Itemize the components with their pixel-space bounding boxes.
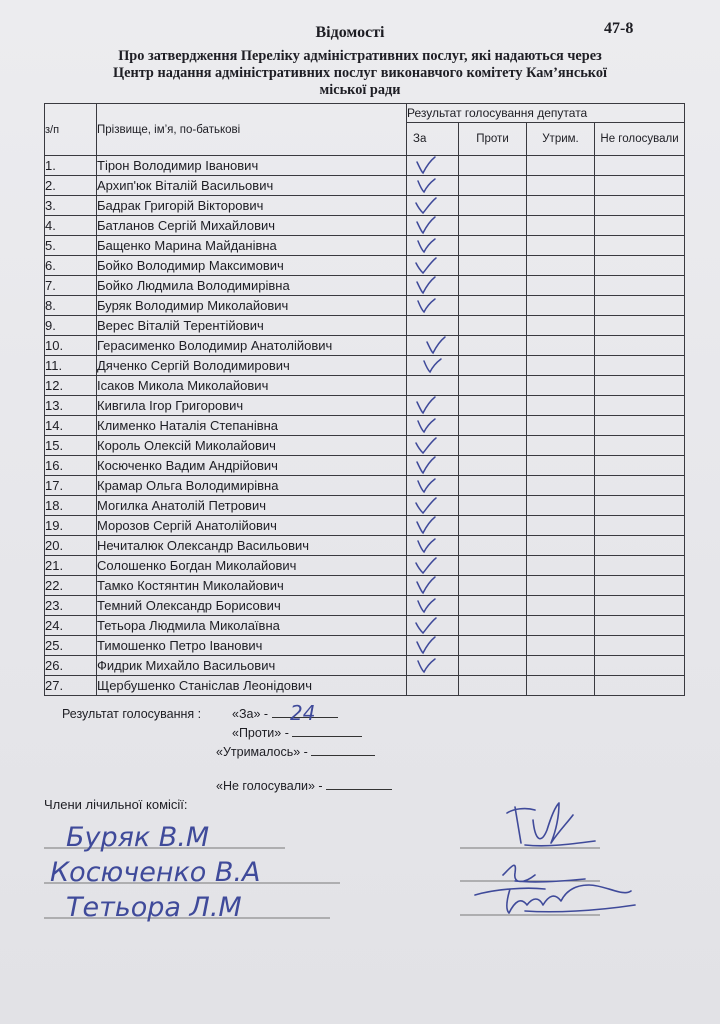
vote-cell-utrym — [527, 256, 595, 276]
vote-cell-utrym — [527, 336, 595, 356]
title-block — [40, 24, 680, 99]
row-number: 14. — [45, 416, 97, 436]
vote-cell-ne-holosuvaly — [595, 516, 685, 536]
vote-cell-za — [407, 576, 459, 596]
row-number: 17. — [45, 476, 97, 496]
row-number: 2. — [45, 176, 97, 196]
checkmark-icon — [413, 614, 437, 636]
vote-cell-za — [407, 256, 459, 276]
row-number: 16. — [45, 456, 97, 476]
vote-cell-utrym — [527, 376, 595, 396]
vote-cell-proty — [459, 496, 527, 516]
deputy-name: Тамко Костянтин Миколайович — [97, 576, 407, 596]
vote-cell-proty — [459, 656, 527, 676]
utrymalos-label: «Утрималось» - — [216, 745, 308, 759]
deputy-name: Тетьора Людмила Миколаївна — [97, 616, 407, 636]
deputy-name: Бойко Володимир Максимович — [97, 256, 407, 276]
commission-member-name: Буряк В.М — [66, 822, 210, 853]
table-row — [45, 416, 685, 436]
checkmark-icon — [413, 174, 437, 196]
vote-cell-za — [407, 316, 459, 336]
vote-cell-ne-holosuvaly — [595, 676, 685, 696]
header-col-proty: Проти — [459, 123, 527, 156]
vote-cell-proty — [459, 476, 527, 496]
table-row — [45, 156, 685, 176]
deputy-name: Косюченко Вадим Андрійович — [97, 456, 407, 476]
commission-label: Члени лічильної комісії: — [44, 797, 188, 812]
table-row — [45, 396, 685, 416]
vote-cell-za — [407, 516, 459, 536]
vote-cell-ne-holosuvaly — [595, 196, 685, 216]
table-row — [45, 616, 685, 636]
row-number: 12. — [45, 376, 97, 396]
vote-cell-za — [407, 656, 459, 676]
header-col-ne-holosuvaly: Не голосували — [595, 123, 685, 156]
vote-cell-proty — [459, 676, 527, 696]
commission-handwritten-names — [40, 812, 370, 942]
vote-cell-ne-holosuvaly — [595, 256, 685, 276]
vote-cell-utrym — [527, 636, 595, 656]
row-number: 6. — [45, 256, 97, 276]
signature-1 — [507, 803, 595, 846]
row-number: 5. — [45, 236, 97, 256]
za-label: «За» - — [232, 707, 269, 721]
checkmark-icon — [413, 654, 437, 676]
vote-cell-utrym — [527, 156, 595, 176]
utrymalos-blank — [311, 755, 375, 756]
deputy-name: Дяченко Сергій Володимирович — [97, 356, 407, 376]
commission-member-name: Косюченко В.А — [50, 857, 261, 888]
row-number: 1. — [45, 156, 97, 176]
vote-cell-za — [407, 676, 459, 696]
document-title: Відомості — [315, 24, 385, 41]
vote-cell-proty — [459, 556, 527, 576]
vote-cell-ne-holosuvaly — [595, 176, 685, 196]
header-col-utrym: Утрим. — [527, 123, 595, 156]
vote-cell-utrym — [527, 496, 595, 516]
subtitle-line: Центр надання адміністративних послуг виконавчого комітету Кам’янської — [113, 65, 607, 81]
row-number: 21. — [45, 556, 97, 576]
row-number: 4. — [45, 216, 97, 236]
vote-cell-za — [407, 336, 459, 356]
table-row — [45, 356, 685, 376]
row-number: 20. — [45, 536, 97, 556]
table-row — [45, 656, 685, 676]
vote-cell-utrym — [527, 576, 595, 596]
vote-cell-proty — [459, 196, 527, 216]
vote-cell-za — [407, 416, 459, 436]
row-number: 8. — [45, 296, 97, 316]
row-number: 3. — [45, 196, 97, 216]
header-result: Результат голосування депутата — [407, 104, 685, 123]
deputy-name: Архип'юк Віталій Васильович — [97, 176, 407, 196]
ne-holosuvaly-label: «Не голосували» - — [216, 779, 323, 793]
deputy-name: Темний Олександр Борисович — [97, 596, 407, 616]
document-subtitle — [40, 48, 680, 99]
header-col-za: За — [407, 123, 459, 156]
vote-cell-za — [407, 596, 459, 616]
vote-cell-ne-holosuvaly — [595, 236, 685, 256]
row-number: 27. — [45, 676, 97, 696]
table-row — [45, 576, 685, 596]
vote-cell-za — [407, 556, 459, 576]
vote-cell-za — [407, 156, 459, 176]
vote-cell-ne-holosuvaly — [595, 556, 685, 576]
deputy-name: Батланов Сергій Михайлович — [97, 216, 407, 236]
row-number: 10. — [45, 336, 97, 356]
vote-cell-ne-holosuvaly — [595, 436, 685, 456]
vote-cell-ne-holosuvaly — [595, 336, 685, 356]
vote-cell-ne-holosuvaly — [595, 476, 685, 496]
vote-cell-proty — [459, 316, 527, 336]
checkmark-icon — [419, 354, 443, 376]
vote-cell-utrym — [527, 296, 595, 316]
vote-cell-proty — [459, 276, 527, 296]
row-number: 15. — [45, 436, 97, 456]
deputy-name: Нечиталюк Олександр Васильович — [97, 536, 407, 556]
vote-cell-za — [407, 196, 459, 216]
table-row — [45, 456, 685, 476]
row-number: 9. — [45, 316, 97, 336]
za-handwritten-value — [288, 701, 332, 725]
header-num: з/п — [45, 104, 97, 156]
vote-cell-utrym — [527, 176, 595, 196]
row-number: 18. — [45, 496, 97, 516]
vote-cell-proty — [459, 616, 527, 636]
table-row — [45, 176, 685, 196]
row-number: 11. — [45, 356, 97, 376]
deputy-name: Ісаков Микола Миколайович — [97, 376, 407, 396]
vote-cell-utrym — [527, 536, 595, 556]
voting-table-body — [45, 156, 685, 696]
checkmark-icon — [413, 294, 437, 316]
deputy-name: Бадрак Григорій Вікторович — [97, 196, 407, 216]
vote-cell-proty — [459, 216, 527, 236]
checkmark-icon — [413, 594, 437, 616]
vote-cell-za — [407, 356, 459, 376]
vote-cell-ne-holosuvaly — [595, 596, 685, 616]
checkmark-icon — [413, 154, 437, 176]
deputy-name: Фидрик Михайло Васильович — [97, 656, 407, 676]
deputy-name: Герасименко Володимир Анатолійович — [97, 336, 407, 356]
vote-cell-za — [407, 296, 459, 316]
table-row — [45, 536, 685, 556]
table-row — [45, 276, 685, 296]
vote-cell-utrym — [527, 276, 595, 296]
vote-cell-utrym — [527, 596, 595, 616]
table-row — [45, 216, 685, 236]
vote-cell-utrym — [527, 236, 595, 256]
checkmark-icon — [413, 634, 437, 656]
row-number: 19. — [45, 516, 97, 536]
result-label: Результат голосування : — [62, 707, 202, 721]
row-number: 24. — [45, 616, 97, 636]
checkmark-icon — [413, 554, 437, 576]
checkmark-icon — [413, 534, 437, 556]
table-row — [45, 636, 685, 656]
vote-cell-utrym — [527, 676, 595, 696]
table-row — [45, 196, 685, 216]
vote-cell-ne-holosuvaly — [595, 496, 685, 516]
vote-cell-ne-holosuvaly — [595, 416, 685, 436]
signature-2 — [503, 865, 585, 881]
deputy-name: Крамар Ольга Володимирівна — [97, 476, 407, 496]
vote-cell-utrym — [527, 616, 595, 636]
row-number: 26. — [45, 656, 97, 676]
deputy-name: Бащенко Марина Майданівна — [97, 236, 407, 256]
vote-cell-proty — [459, 596, 527, 616]
table-row — [45, 376, 685, 396]
checkmark-icon — [413, 414, 437, 436]
deputy-name: Кивгила Ігор Григорович — [97, 396, 407, 416]
checkmark-icon — [413, 234, 437, 256]
commission-member-name: Тетьора Л.М — [66, 892, 242, 923]
deputy-name: Бойко Людмила Володимирівна — [97, 276, 407, 296]
vote-cell-ne-holosuvaly — [595, 276, 685, 296]
vote-cell-proty — [459, 156, 527, 176]
vote-cell-proty — [459, 456, 527, 476]
table-row — [45, 436, 685, 456]
checkmark-icon — [413, 274, 437, 296]
vote-cell-utrym — [527, 416, 595, 436]
vote-cell-proty — [459, 436, 527, 456]
vote-cell-ne-holosuvaly — [595, 356, 685, 376]
vote-cell-za — [407, 176, 459, 196]
deputy-name: Тимошенко Петро Іванович — [97, 636, 407, 656]
table-row — [45, 256, 685, 276]
vote-cell-ne-holosuvaly — [595, 296, 685, 316]
table-row — [45, 556, 685, 576]
signature-3 — [475, 885, 635, 913]
vote-cell-utrym — [527, 196, 595, 216]
vote-cell-za — [407, 536, 459, 556]
row-number: 25. — [45, 636, 97, 656]
vote-cell-ne-holosuvaly — [595, 536, 685, 556]
vote-cell-za — [407, 376, 459, 396]
vote-cell-ne-holosuvaly — [595, 636, 685, 656]
vote-cell-utrym — [527, 456, 595, 476]
vote-cell-proty — [459, 636, 527, 656]
vote-cell-ne-holosuvaly — [595, 156, 685, 176]
table-row — [45, 336, 685, 356]
table-row — [45, 316, 685, 336]
checkmark-icon — [413, 454, 437, 476]
vote-cell-ne-holosuvaly — [595, 216, 685, 236]
deputy-name: Морозов Сергій Анатолійович — [97, 516, 407, 536]
deputy-name: Король Олексій Миколайович — [97, 436, 407, 456]
vote-cell-proty — [459, 336, 527, 356]
subtitle-line: міської ради — [319, 82, 401, 98]
checkmark-icon — [423, 334, 447, 356]
vote-cell-utrym — [527, 396, 595, 416]
vote-cell-proty — [459, 396, 527, 416]
vote-cell-za — [407, 476, 459, 496]
vote-cell-utrym — [527, 436, 595, 456]
za-value-text: 24 — [290, 701, 316, 725]
table-row — [45, 516, 685, 536]
vote-cell-utrym — [527, 356, 595, 376]
vote-cell-proty — [459, 576, 527, 596]
vote-cell-proty — [459, 236, 527, 256]
vote-cell-ne-holosuvaly — [595, 316, 685, 336]
vote-cell-za — [407, 396, 459, 416]
row-number: 13. — [45, 396, 97, 416]
vote-cell-za — [407, 456, 459, 476]
table-row — [45, 236, 685, 256]
deputy-name: Солошенко Богдан Миколайович — [97, 556, 407, 576]
checkmark-icon — [413, 394, 437, 416]
vote-cell-utrym — [527, 656, 595, 676]
vote-cell-ne-holosuvaly — [595, 396, 685, 416]
checkmark-icon — [413, 434, 437, 456]
vote-cell-za — [407, 276, 459, 296]
vote-cell-ne-holosuvaly — [595, 376, 685, 396]
checkmark-icon — [413, 214, 437, 236]
header-name: Прізвище, ім’я, по-батькові — [97, 104, 407, 156]
vote-cell-ne-holosuvaly — [595, 576, 685, 596]
document-number: 47-8 — [604, 20, 634, 37]
vote-cell-proty — [459, 176, 527, 196]
checkmark-icon — [413, 254, 437, 276]
table-row — [45, 676, 685, 696]
table-row — [45, 596, 685, 616]
row-number: 22. — [45, 576, 97, 596]
voting-table — [44, 103, 685, 696]
vote-cell-utrym — [527, 316, 595, 336]
vote-cell-utrym — [527, 216, 595, 236]
row-number: 23. — [45, 596, 97, 616]
checkmark-icon — [413, 574, 437, 596]
subtitle-line: Про затвердження Переліку адміністративних послуг, які надаються через — [118, 48, 602, 64]
vote-cell-proty — [459, 516, 527, 536]
vote-cell-za — [407, 496, 459, 516]
vote-cell-proty — [459, 536, 527, 556]
table-row — [45, 296, 685, 316]
deputy-name: Могилка Анатолій Петрович — [97, 496, 407, 516]
deputy-name: Буряк Володимир Миколайович — [97, 296, 407, 316]
vote-cell-ne-holosuvaly — [595, 656, 685, 676]
vote-cell-utrym — [527, 556, 595, 576]
vote-cell-utrym — [527, 516, 595, 536]
checkmark-icon — [413, 494, 437, 516]
vote-cell-ne-holosuvaly — [595, 616, 685, 636]
deputy-name: Щербушенко Станіслав Леонідович — [97, 676, 407, 696]
table-row — [45, 476, 685, 496]
row-number: 7. — [45, 276, 97, 296]
deputy-name: Тірон Володимир Іванович — [97, 156, 407, 176]
ne-holosuvaly-blank — [326, 789, 392, 790]
vote-cell-ne-holosuvaly — [595, 456, 685, 476]
deputy-name: Клименко Наталія Степанівна — [97, 416, 407, 436]
proty-blank — [292, 736, 362, 737]
checkmark-icon — [413, 194, 437, 216]
checkmark-icon — [413, 514, 437, 536]
vote-cell-proty — [459, 416, 527, 436]
checkmark-icon — [413, 474, 437, 496]
vote-cell-utrym — [527, 476, 595, 496]
vote-cell-proty — [459, 356, 527, 376]
vote-cell-proty — [459, 376, 527, 396]
table-row — [45, 496, 685, 516]
vote-cell-za — [407, 216, 459, 236]
vote-cell-za — [407, 616, 459, 636]
vote-cell-za — [407, 636, 459, 656]
vote-cell-proty — [459, 256, 527, 276]
vote-cell-proty — [459, 296, 527, 316]
vote-cell-za — [407, 436, 459, 456]
proty-label: «Проти» - — [232, 726, 289, 740]
result-summary — [62, 701, 522, 807]
commission-signatures — [455, 785, 665, 930]
deputy-name: Верес Віталій Терентійович — [97, 316, 407, 336]
vote-cell-za — [407, 236, 459, 256]
